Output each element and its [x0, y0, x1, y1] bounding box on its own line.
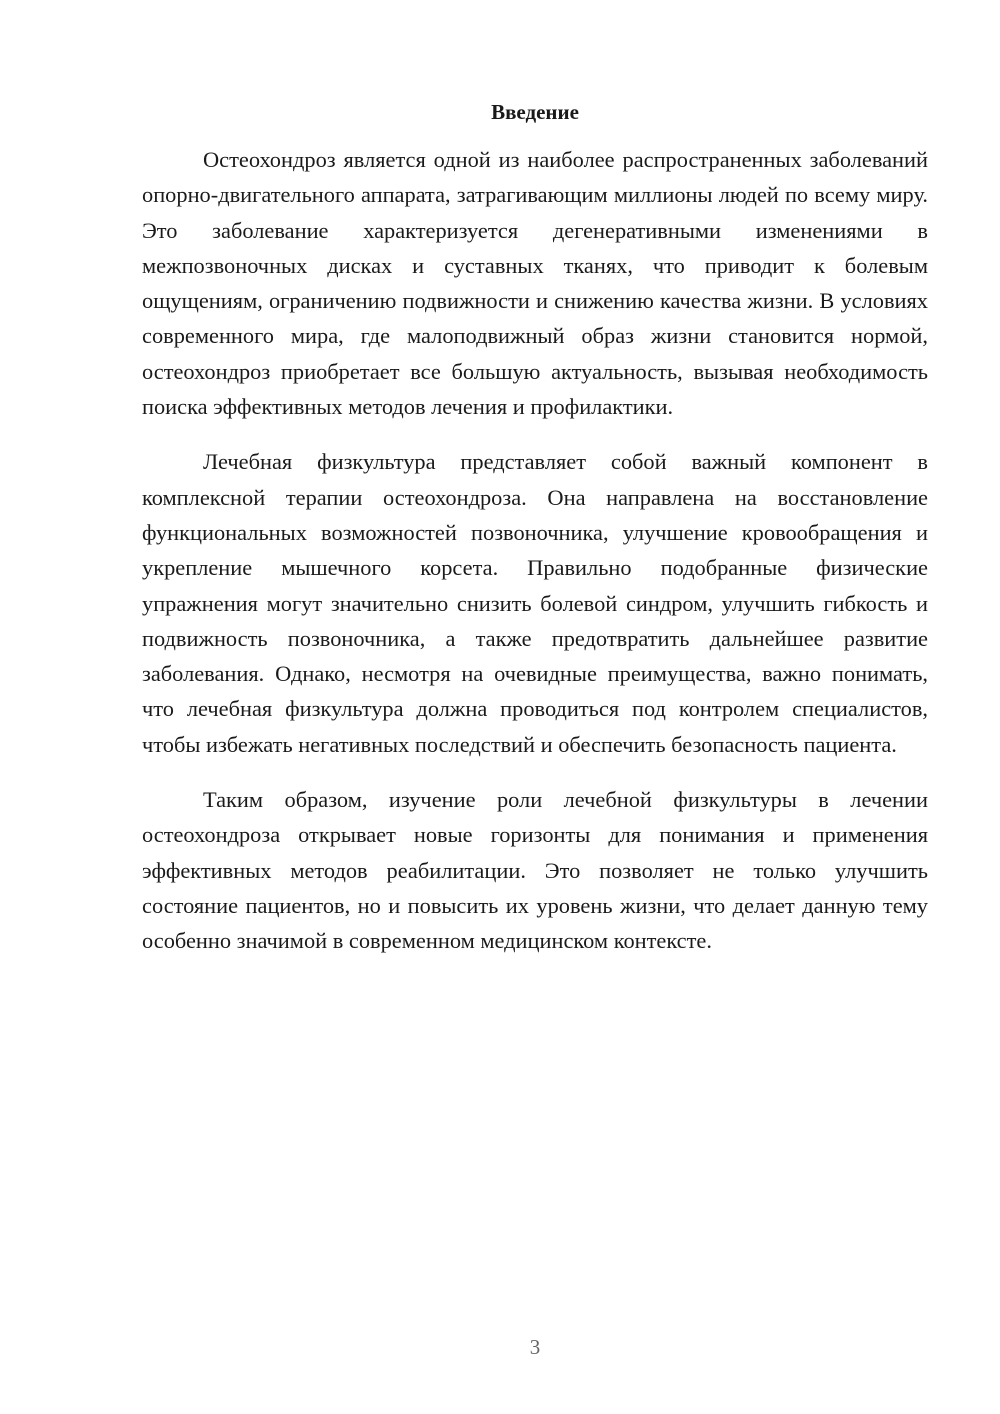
paragraph-2: Лечебная физкультура представляет собой важный компонент в комплексной терапии остеохондроза. Она направлена на восстановление функциональных возможностей позвоночника, улучшение кровообращения и укрепление мышечного корсета. Правильно подобранные физические упражнения могут значительно снизить болевой синдром, улучшить гибкость и подвижность позвоночника, а также предотвратить дальнейшее развитие заболевания. Однако, несмотря на очевидные преимущества, важно понимать, что лечебная физкультура должна проводиться под контролем специалистов, чтобы избежать негативных последствий и обеспечить безопасность пациента.: [142, 449, 928, 757]
paragraph-3: Таким образом, изучение роли лечебной физкультуры в лечении остеохондроза открывает новые горизонты для понимания и применения эффективных методов реабилитации. Это позволяет не только улучшить состояние пациентов, но и повысить их уровень жизни, что делает данную тему особенно значимой в современном медицинском контексте.: [142, 787, 928, 954]
section-heading: Введение: [491, 100, 579, 124]
paragraph-1: Остеохондроз является одной из наиболее распространенных заболеваний опорно-двигательного аппарата, затрагивающим миллионы людей по всему миру. Это заболевание характеризуется дегенеративными изменениями в межпозвоночных дисках и суставных тканях, что приводит к болевым ощущениям, ограничению подвижности и снижению качества жизни. В условиях современного мира, где малоподвижный образ жизни становится нормой, остеохондроз приобретает все большую актуальность, вызывая необходимость поиска эффективных методов лечения и профилактики.: [142, 147, 928, 420]
body-text: [142, 142, 928, 979]
page-number: 3: [529, 1335, 541, 1359]
